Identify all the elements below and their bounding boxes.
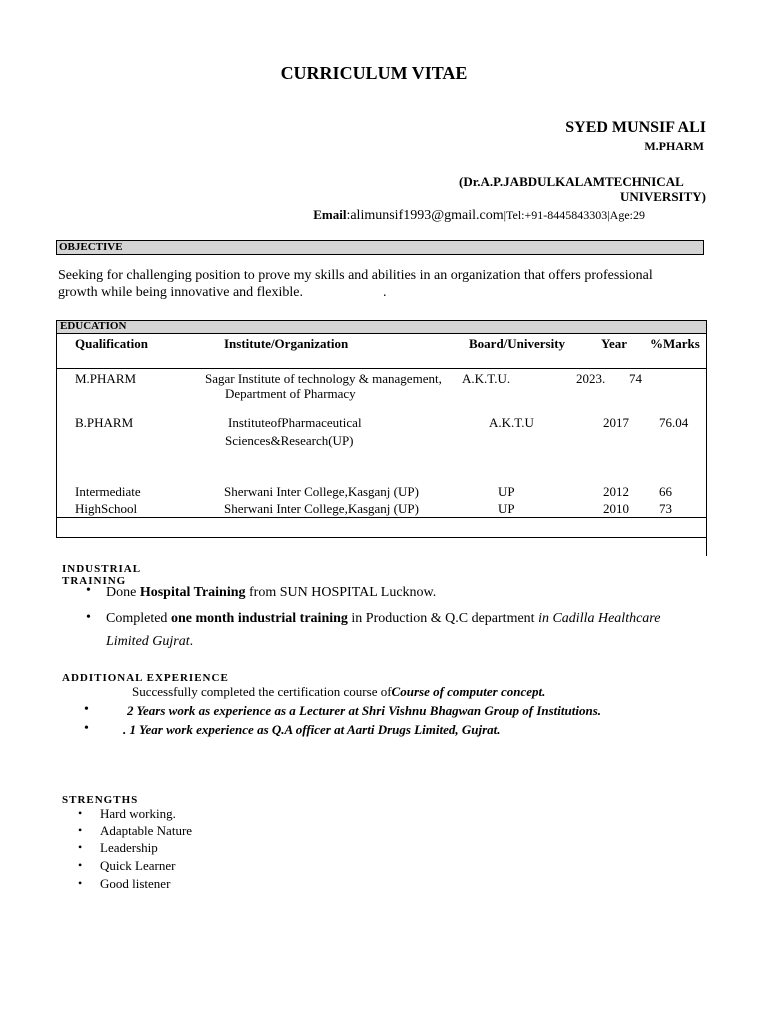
table-cell-board: UP bbox=[498, 484, 515, 499]
bullet-dot: • bbox=[84, 702, 89, 717]
certification-line: Successfully completed the certification course ofCourse of computer concept. bbox=[132, 684, 546, 699]
table-cell-institute: Sagar Institute of technology & management, bbox=[205, 371, 442, 386]
skill-item: Good listener bbox=[100, 876, 171, 891]
skill-item: Leadership bbox=[100, 840, 158, 855]
objective-body: Seeking for challenging position to prove my skills and abilities in an organization that offers professional growth while being innovative and flexible. bbox=[58, 268, 653, 300]
table-cell-marks: 73 bbox=[659, 501, 672, 516]
education-heading: EDUCATION bbox=[60, 320, 127, 332]
table-cell-qualification: HighSchool bbox=[75, 501, 138, 516]
email-value: :alimunsif1993@gmail.com bbox=[346, 208, 504, 223]
contact-line bbox=[313, 207, 645, 224]
table-cell-board: A.K.T.U. bbox=[462, 371, 511, 386]
training-heading: INDUSTRIAL TRAINING bbox=[62, 563, 141, 587]
col-marks: %Marks bbox=[650, 336, 700, 351]
tel-age: |Tel:+91-8445843303|Age:29 bbox=[503, 208, 645, 222]
table-bottom-divider bbox=[56, 517, 707, 518]
table-cell-year: 2010 bbox=[603, 501, 629, 516]
education-heading-bar bbox=[56, 320, 707, 334]
table-cell-year: 2023. bbox=[576, 371, 606, 386]
university-line-1: (Dr.A.P.JABDULKALAMTECHNICAL bbox=[459, 174, 684, 189]
table-cell-institute-2: Sciences&Research(UP) bbox=[225, 433, 354, 448]
table-cell-year: 2012 bbox=[603, 484, 629, 499]
table-cell-board: A.K.T.U bbox=[489, 415, 534, 430]
table-cell-marks: 76.04 bbox=[659, 415, 689, 430]
col-qualification: Qualification bbox=[75, 336, 148, 351]
bullet-dot: • bbox=[78, 840, 83, 854]
bullet-dot: • bbox=[84, 721, 89, 736]
email-label: Email bbox=[313, 207, 347, 222]
experience-item-1: 2 Years work as experience as a Lecturer at Shri Vishnu Bhagwan Group of Institutions. bbox=[127, 703, 602, 718]
skill-item: Adaptable Nature bbox=[100, 823, 193, 838]
training-heading-clipped bbox=[62, 563, 202, 587]
bullet-dot: • bbox=[78, 823, 83, 837]
col-institute: Institute/Organization bbox=[224, 336, 349, 351]
candidate-degree: M.PHARM bbox=[644, 139, 704, 153]
bullet-dot: • bbox=[86, 583, 91, 598]
bullet-dot: • bbox=[78, 806, 83, 820]
table-cell-board: UP bbox=[498, 501, 515, 516]
training-item-1: Done Hospital Training from SUN HOSPITAL Lucknow. bbox=[106, 585, 437, 600]
objective-heading: OBJECTIVE bbox=[59, 241, 123, 253]
bullet-dot: • bbox=[78, 876, 83, 890]
col-year: Year bbox=[601, 336, 627, 351]
objective-text bbox=[58, 267, 678, 301]
table-cell-qualification: M.PHARM bbox=[75, 371, 137, 386]
table-cell-marks: 74 bbox=[629, 371, 642, 386]
experience-item-2: . 1 Year work experience as Q.A officer at Aarti Drugs Limited, Gujrat. bbox=[123, 722, 501, 737]
table-header-divider bbox=[56, 368, 707, 369]
col-board: Board/University bbox=[469, 336, 566, 351]
table-footer-divider bbox=[56, 537, 707, 538]
table-cell-institute: Sherwani Inter College,Kasganj (UP) bbox=[224, 484, 419, 499]
training-item-2-cont: Limited Gujrat. bbox=[106, 634, 194, 649]
objective-trailing: . bbox=[382, 285, 387, 300]
bullet-dot: • bbox=[78, 858, 83, 872]
table-cell-qualification: B.PHARM bbox=[75, 415, 134, 430]
experience-heading: ADDITIONAL EXPERIENCE bbox=[62, 672, 229, 684]
table-cell-institute: InstituteofPharmaceutical bbox=[228, 415, 362, 430]
university-line-2: UNIVERSITY) bbox=[620, 189, 706, 204]
table-cell-institute: Sherwani Inter College,Kasganj (UP) bbox=[224, 501, 419, 516]
table-cell-qualification: Intermediate bbox=[75, 484, 141, 499]
skill-item: Hard working. bbox=[100, 806, 176, 821]
table-cell-institute-2: Department of Pharmacy bbox=[225, 386, 356, 401]
page-title: CURRICULUM VITAE bbox=[280, 63, 468, 83]
objective-heading-bar bbox=[56, 240, 704, 255]
skills-heading: STRENGTHS bbox=[62, 794, 139, 806]
table-cell-year: 2017 bbox=[603, 415, 629, 430]
skill-item: Quick Learner bbox=[100, 858, 176, 873]
bullet-dot: • bbox=[86, 610, 91, 625]
candidate-name: SYED MUNSIF ALI bbox=[565, 119, 706, 136]
training-item-2: Completed one month industrial training in Production & Q.C department in Cadilla Healthcare bbox=[106, 611, 661, 626]
table-cell-marks: 66 bbox=[659, 484, 672, 499]
table-side-tail bbox=[706, 537, 707, 556]
